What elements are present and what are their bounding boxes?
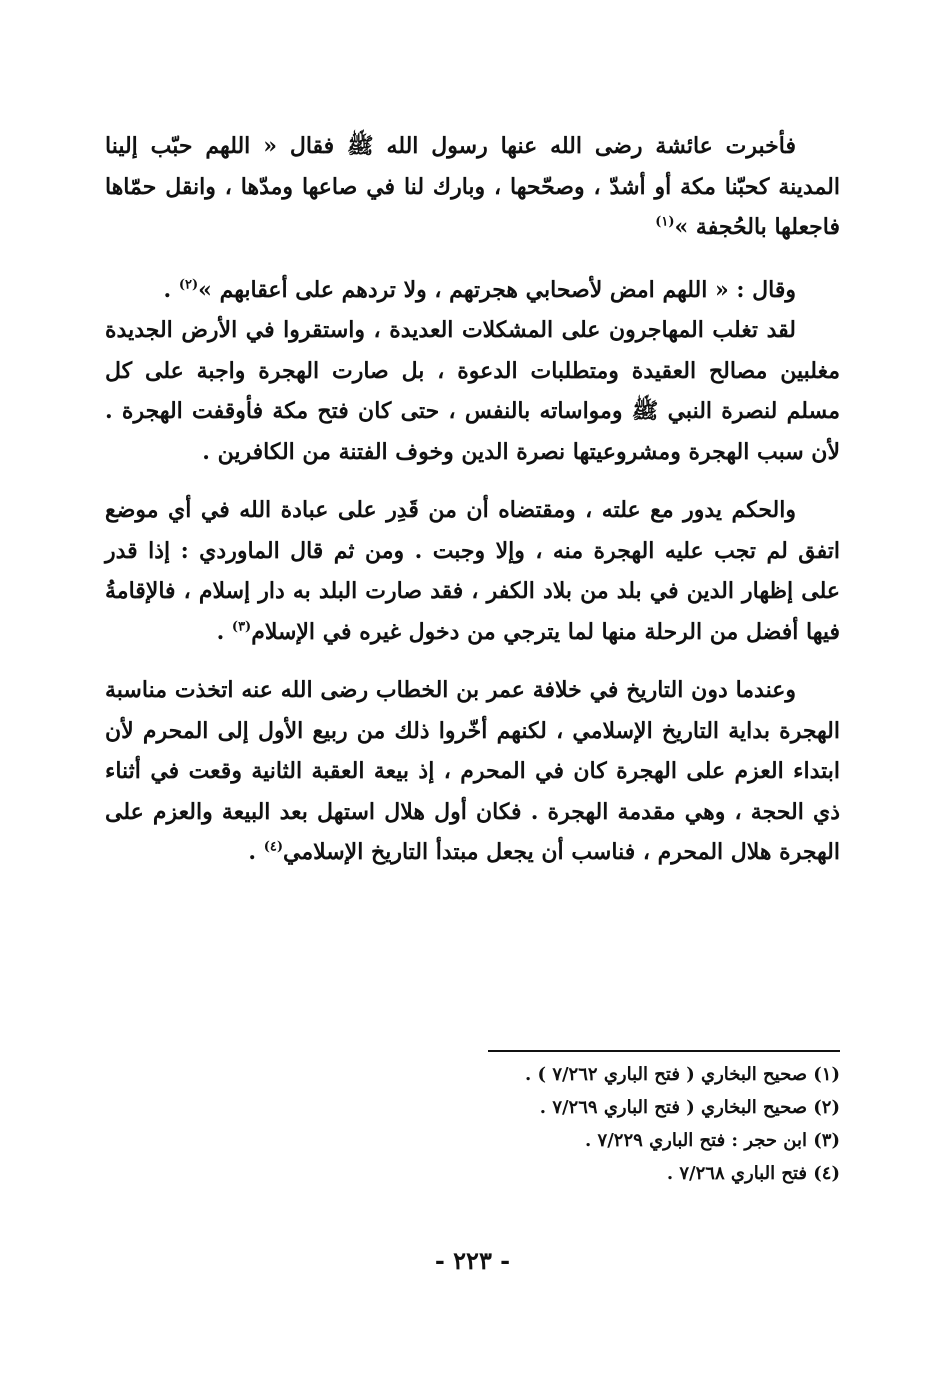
paragraph-4-text: والحكم يدور مع علته ، ومقتضاه أن من قَدِر على عبادة الله في أي موضع اتفق لم تجب عليه الهجرة منه ، وإلا وجبت . ومن ثم قال الماوردي : إذا قدر على إظهار الدين في بلد من بلاد الكفر ، فقد صارت البلد به دار إسلام ، فالإقامةُ فيها أفضل من الرحلة منها لما يترجي من دخول غيره في الإسلام xyxy=(105,497,840,645)
footnote-1: (١) صحيح البخاري ( فتح الباري ٧/٢٦٢ ) . xyxy=(524,1064,840,1085)
paragraph-1 xyxy=(105,126,840,248)
footnote-ref-4: (٤) xyxy=(263,839,283,855)
footnote-divider xyxy=(488,1050,840,1052)
paragraph-5-trail: . xyxy=(248,839,264,865)
paragraph-5 xyxy=(105,670,840,873)
footnote-ref-1: (١) xyxy=(655,214,675,230)
footnote-ref-2: (٢) xyxy=(178,277,199,293)
paragraph-5-text: وعندما دون التاريخ في خلافة عمر بن الخطاب رضى الله عنه اتخذت مناسبة الهجرة بداية التاريخ الإسلامي ، لكنهم أخّروا ذلك من ربيع الأول إلى المحرم لأن ابتداء العزم على الهجرة كان في المحرم ، إذ بيعة العقبة الثانية وقعت في أثناء ذي الحجة ، وهي مقدمة الهجرة . فكان أول هلال استهل بعد البيعة والعزم على الهجرة هلال المحرم ، فناسب أن يجعل مبتدأ التاريخ الإسلامي xyxy=(105,677,840,865)
footnote-3: (٣) ابن حجر : فتح الباري ٧/٢٢٩ . xyxy=(585,1130,840,1151)
page-number: - ٢٢٣ - xyxy=(434,1246,511,1275)
footnotes-list xyxy=(300,1058,840,1190)
paragraph-3 xyxy=(105,310,840,472)
paragraph-2 xyxy=(105,270,840,311)
main-text xyxy=(105,126,840,873)
paragraph-4-trail: . xyxy=(216,618,232,645)
footnote-ref-3: (٣) xyxy=(231,619,252,635)
paragraph-1-text: فأخبرت عائشة رضى الله عنها رسول الله ﷺ فقال « اللهم حبّب إلينا المدينة كحبّنا مكة أو أشدّ ، وصحّحها ، وبارك لنا في صاعها ومدّها ، وانقل حمّاها فاجعلها بالحُجفة » xyxy=(105,133,840,240)
paragraph-4 xyxy=(105,490,840,652)
footnote-2: (٢) صحيح البخاري ( فتح الباري ٧/٢٦٩ . xyxy=(539,1097,840,1118)
footnote-4: (٤) فتح الباري ٧/٢٦٨ . xyxy=(666,1163,840,1184)
paragraph-2-trail: . xyxy=(163,276,179,303)
paragraph-3-text: لقد تغلب المهاجرون على المشكلات العديدة ، واستقروا في الأرض الجديدة مغلبين مصالح العقيدة ومتطلبات الدعوة ، بل صارت الهجرة واجبة على كل مسلم لنصرة النبي ﷺ ومواساته بالنفس ، حتى كان فتح مكة فأوقفت الهجرة . لأن سبب الهجرة ومشروعيتها نصرة الدين وخوف الفتنة من الكافرين . xyxy=(105,317,840,465)
paragraph-2-text: وقال : « اللهم امض لأصحابي هجرتهم ، ولا تردهم على أعقابهم » xyxy=(198,276,796,303)
